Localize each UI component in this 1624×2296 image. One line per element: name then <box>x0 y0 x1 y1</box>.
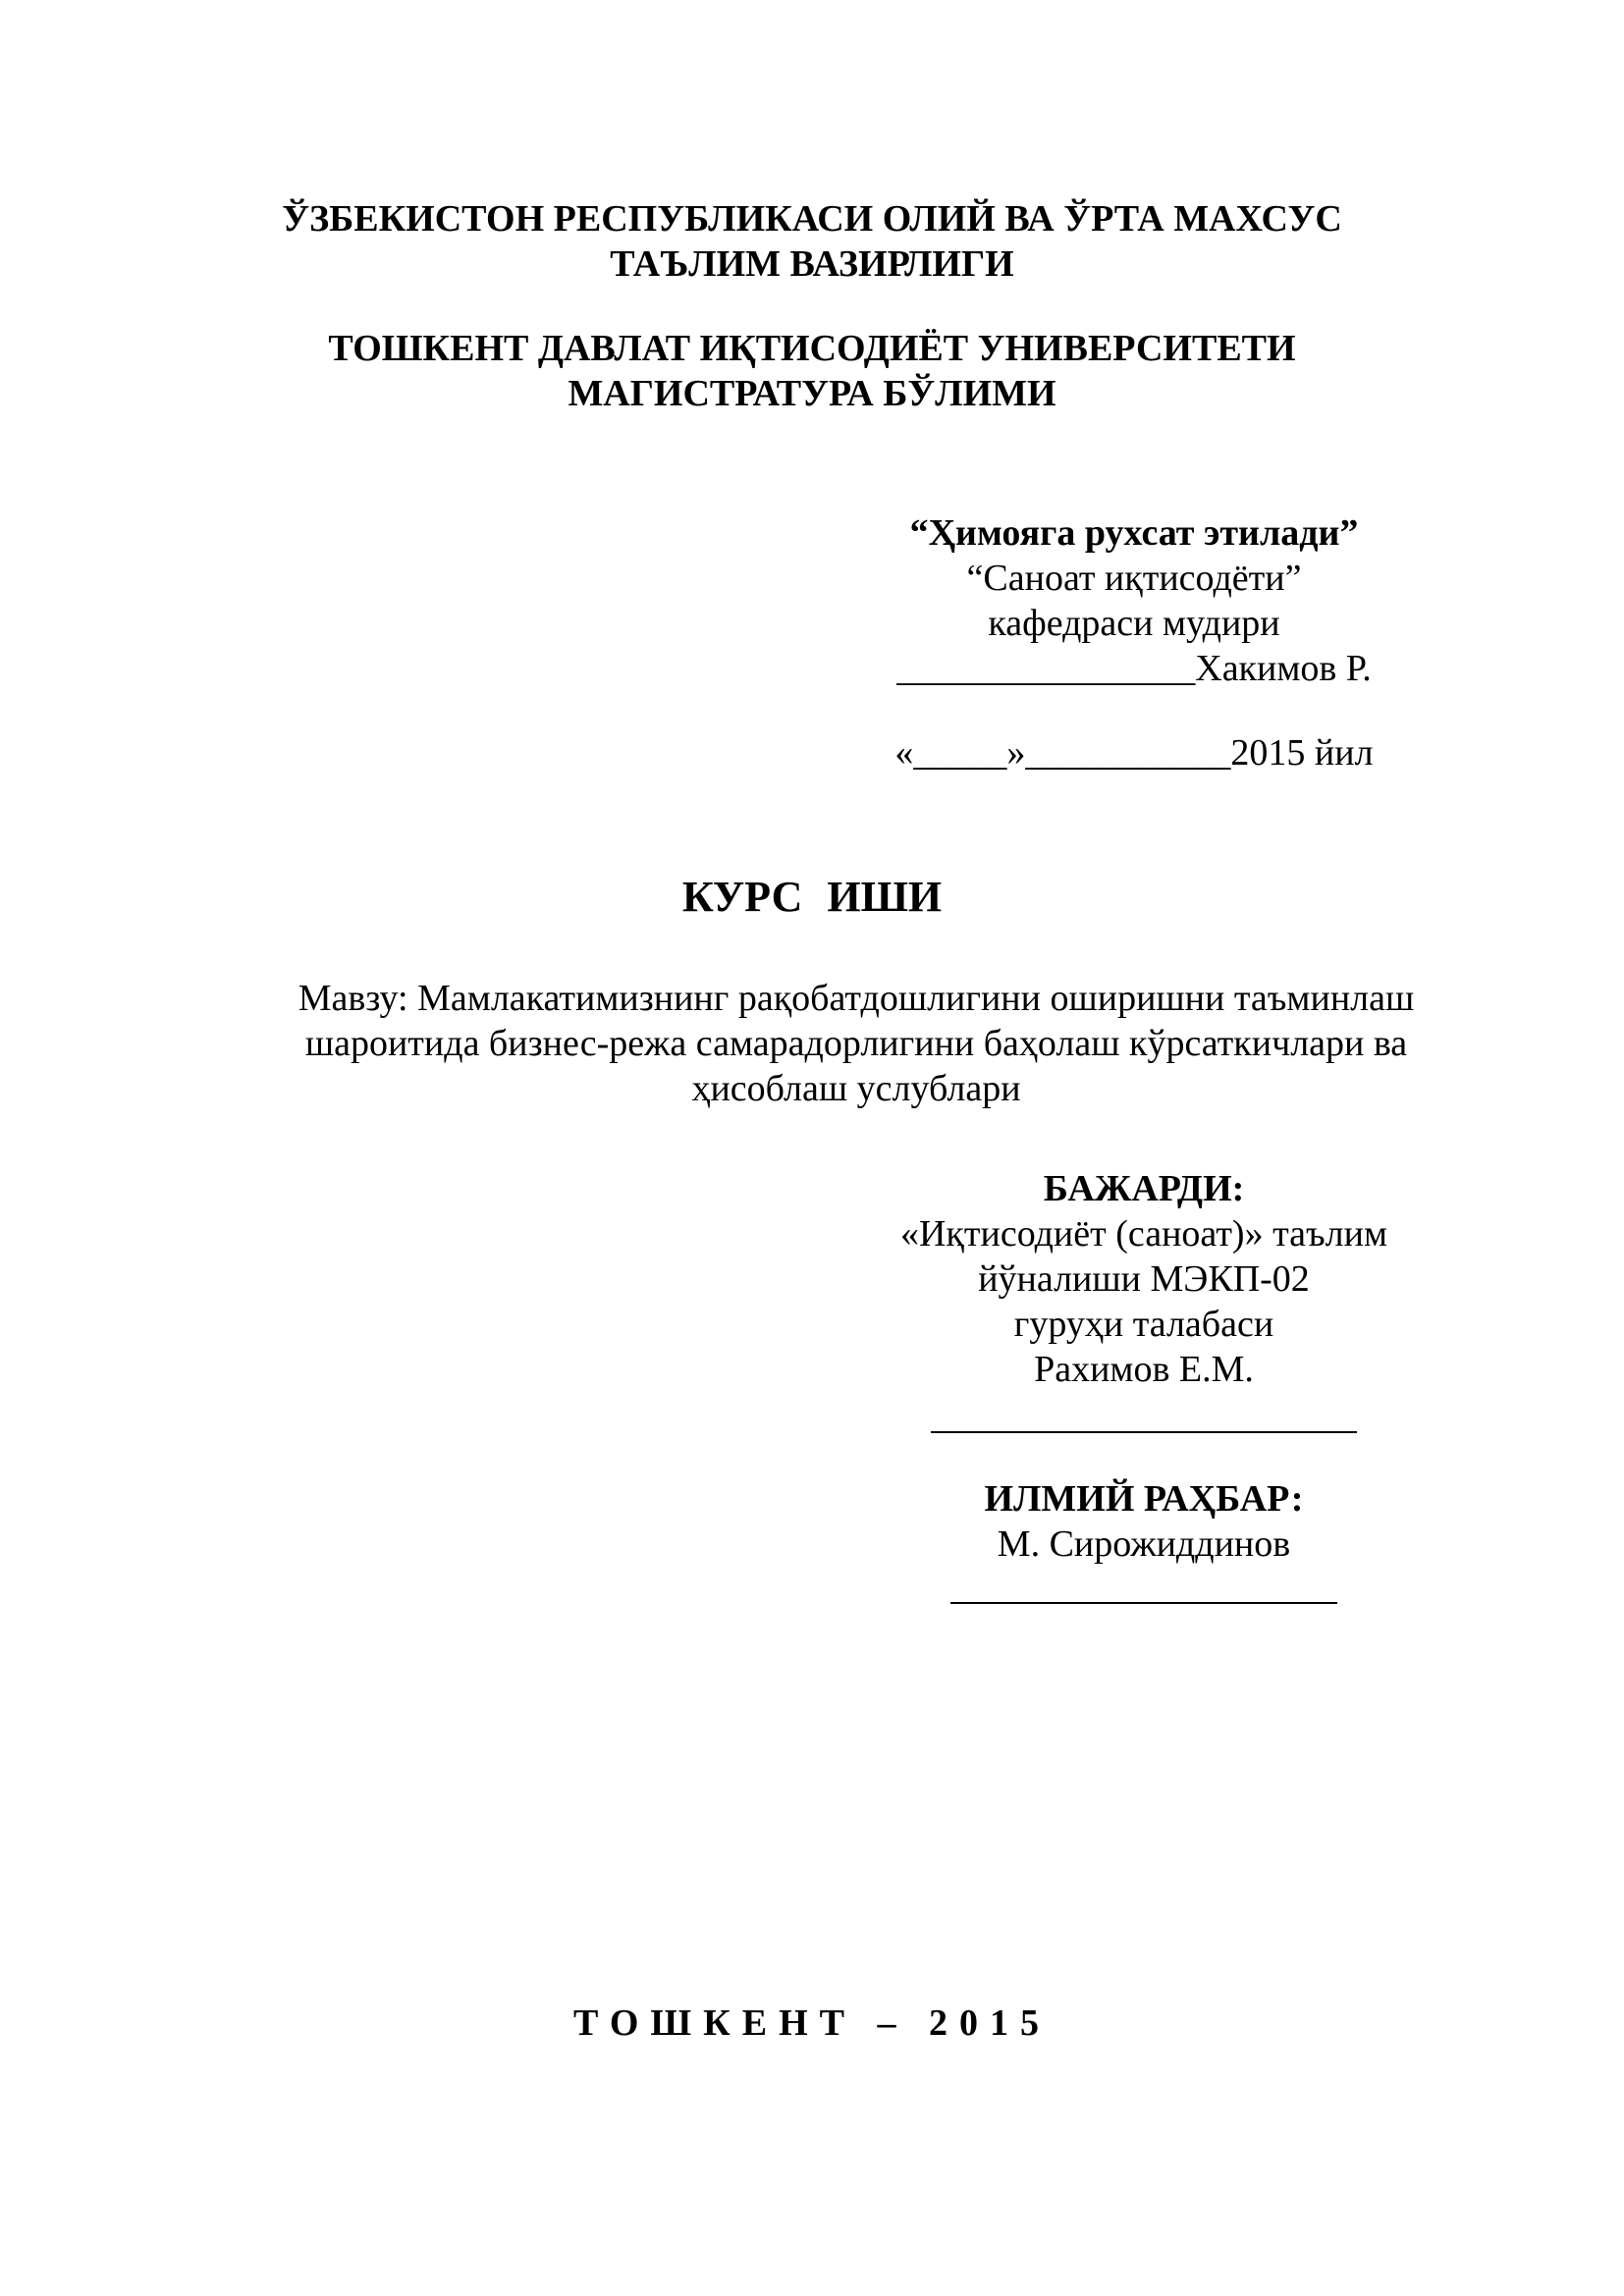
approval-department: “Саноат иқтисодёти” <box>966 558 1302 599</box>
advisor-name: М. Сирожиддинов <box>997 1523 1291 1565</box>
advisor-signature-line <box>950 1602 1337 1604</box>
document-topic <box>0 976 1624 1111</box>
approval-date: «_____»___________2015 йил <box>894 732 1374 774</box>
document-title: КУРС ИШИ <box>681 873 943 921</box>
executor-signature-line <box>931 1431 1357 1433</box>
topic-line-1: Мавзу: Мамлакатимизнинг рақобатдошлигини оширишни таъминлаш <box>298 978 1415 1019</box>
city-year: ТОШКЕНТ – 2015 <box>573 2002 1051 2044</box>
approval-position: кафедраси мудири <box>988 603 1280 644</box>
topic-line-2: шароитида бизнес-режа самарадорлигини баҳолаш кўрсаткичлари ва <box>304 1023 1408 1064</box>
ministry-line-1: ЎЗБЕКИСТОН РЕСПУБЛИКАСИ ОЛИЙ ВА ЎРТА МАХСУС <box>282 198 1342 240</box>
topic-line-3: ҳисоблаш услублари <box>691 1068 1021 1109</box>
approval-heading: “Ҳимояга рухсат этилади” <box>909 512 1359 554</box>
ministry-header <box>0 196 1624 287</box>
executor-line-2: йўналиши МЭКП-02 <box>978 1258 1310 1300</box>
university-header <box>0 326 1624 416</box>
advisor-heading: ИЛМИЙ РАҲБАР: <box>984 1478 1304 1520</box>
approval-signature: ________________Хакимов Р. <box>896 648 1372 689</box>
executor-line-1: «Иқтисодиёт (саноат)» таълим <box>899 1213 1388 1255</box>
executor-name: Рахимов Е.М. <box>1034 1349 1254 1390</box>
university-line-1: ТОШКЕНТ ДАВЛАТ ИҚТИСОДИЁТ УНИВЕРСИТЕТИ <box>328 328 1296 369</box>
executor-heading: БАЖАРДИ: <box>1043 1168 1245 1209</box>
university-line-2: МАГИСТРАТУРА БЎЛИМИ <box>568 373 1056 414</box>
ministry-line-2: ТАЪЛИМ ВАЗИРЛИГИ <box>610 243 1014 285</box>
advisor-block <box>864 1476 1424 1615</box>
executor-line-3: гуруҳи талабаси <box>1013 1304 1274 1345</box>
approval-block <box>864 510 1404 775</box>
executor-block <box>864 1166 1424 1444</box>
